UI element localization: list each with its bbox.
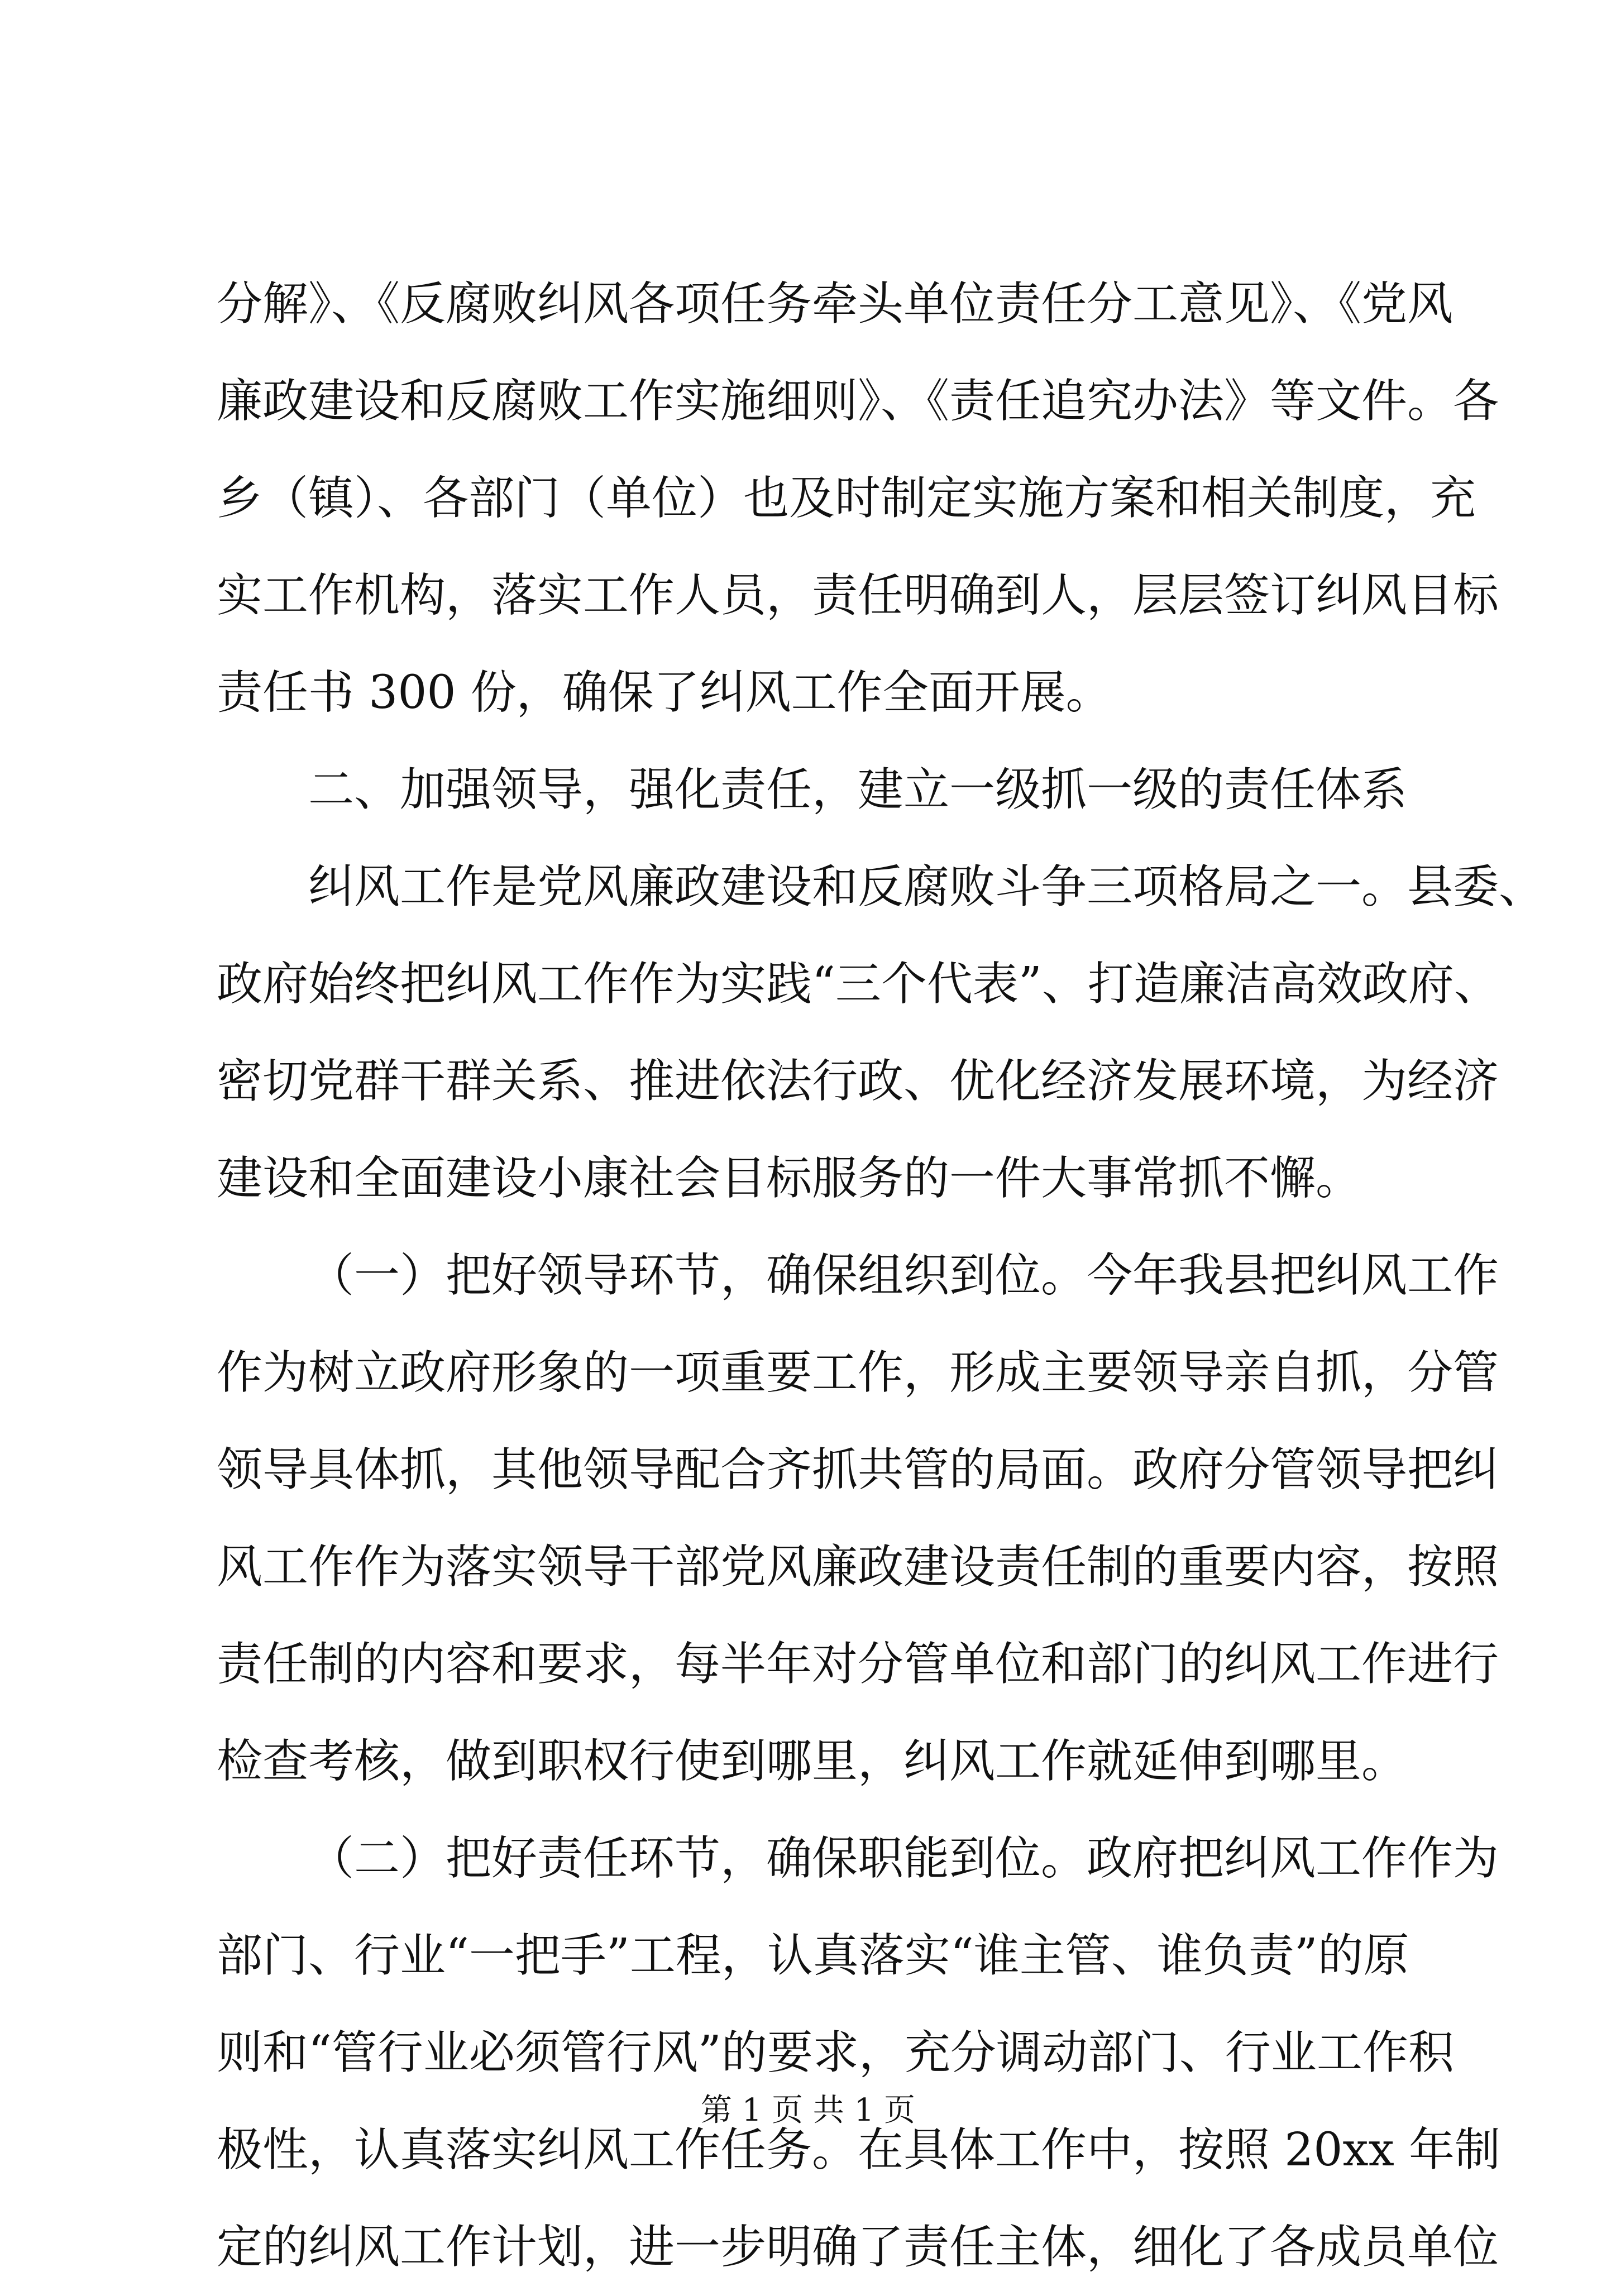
text-line: 密切党群干群关系、推进依法行政、优化经济发展环境，为经济: [217, 1055, 1499, 1108]
text-line: 政府始终把纠风工作作为实践“三个代表”、打造廉洁高效政府、: [217, 958, 1500, 1011]
text-line: 实工作机构，落实工作人员，责任明确到人，层层签订纠风目标: [217, 569, 1499, 622]
text-line: 风工作作为落实领导干部党风廉政建设责任制的重要内容，按照: [217, 1541, 1499, 1594]
text-line: 责任制的内容和要求，每半年对分管单位和部门的纠风工作进行: [217, 1638, 1499, 1691]
text-line: 检查考核，做到职权行使到哪里，纠风工作就延伸到哪里。: [217, 1735, 1408, 1788]
text-line: 乡（镇）、各部门（单位）也及时制定实施方案和相关制度，充: [217, 472, 1476, 525]
text-line: 部门、行业“一把手”工程，认真落实“谁主管、谁负责”的原: [217, 1929, 1409, 1982]
document-body: [217, 256, 1545, 2296]
text-line: 领导具体抓，其他领导配合齐抓共管的局面。政府分管领导把纠: [217, 1443, 1499, 1496]
text-line: 责任书 300 份，确保了纠风工作全面开展。: [217, 666, 1112, 719]
text-line: 建设和全面建设小康社会目标服务的一件大事常抓不懈。: [217, 1152, 1362, 1205]
page-number-label: 第 1 页 共 1 页: [700, 2092, 916, 2128]
text-line: 极性，认真落实纠风工作任务。在具体工作中，按照 20xx 年制: [217, 2123, 1500, 2177]
page-footer: [0, 2091, 1616, 2130]
text-line: 分解》、《反腐败纠风各项任务牵头单位责任分工意见》、《党风: [217, 278, 1454, 331]
text-line: （一）把好领导环节，确保组织到位。今年我县把纠风工作: [308, 1249, 1499, 1302]
text-line: （二）把好责任环节，确保职能到位。政府把纠风工作作为: [308, 1832, 1499, 1885]
text-line: 定的纠风工作计划，进一步明确了责任主体，细化了各成员单位: [217, 2221, 1499, 2274]
text-line: 则和“管行业必须管行风”的要求，充分调动部门、行业工作积: [217, 2026, 1454, 2079]
text-line: 廉政建设和反腐败工作实施细则》、《责任追究办法》等文件。各: [217, 375, 1499, 428]
text-line: 作为树立政府形象的一项重要工作，形成主要领导亲自抓，分管: [217, 1346, 1499, 1399]
section-heading: 二、加强领导，强化责任，建立一级抓一级的责任体系: [308, 763, 1408, 816]
text-line: 纠风工作是党风廉政建设和反腐败斗争三项格局之一。县委、: [308, 860, 1545, 913]
